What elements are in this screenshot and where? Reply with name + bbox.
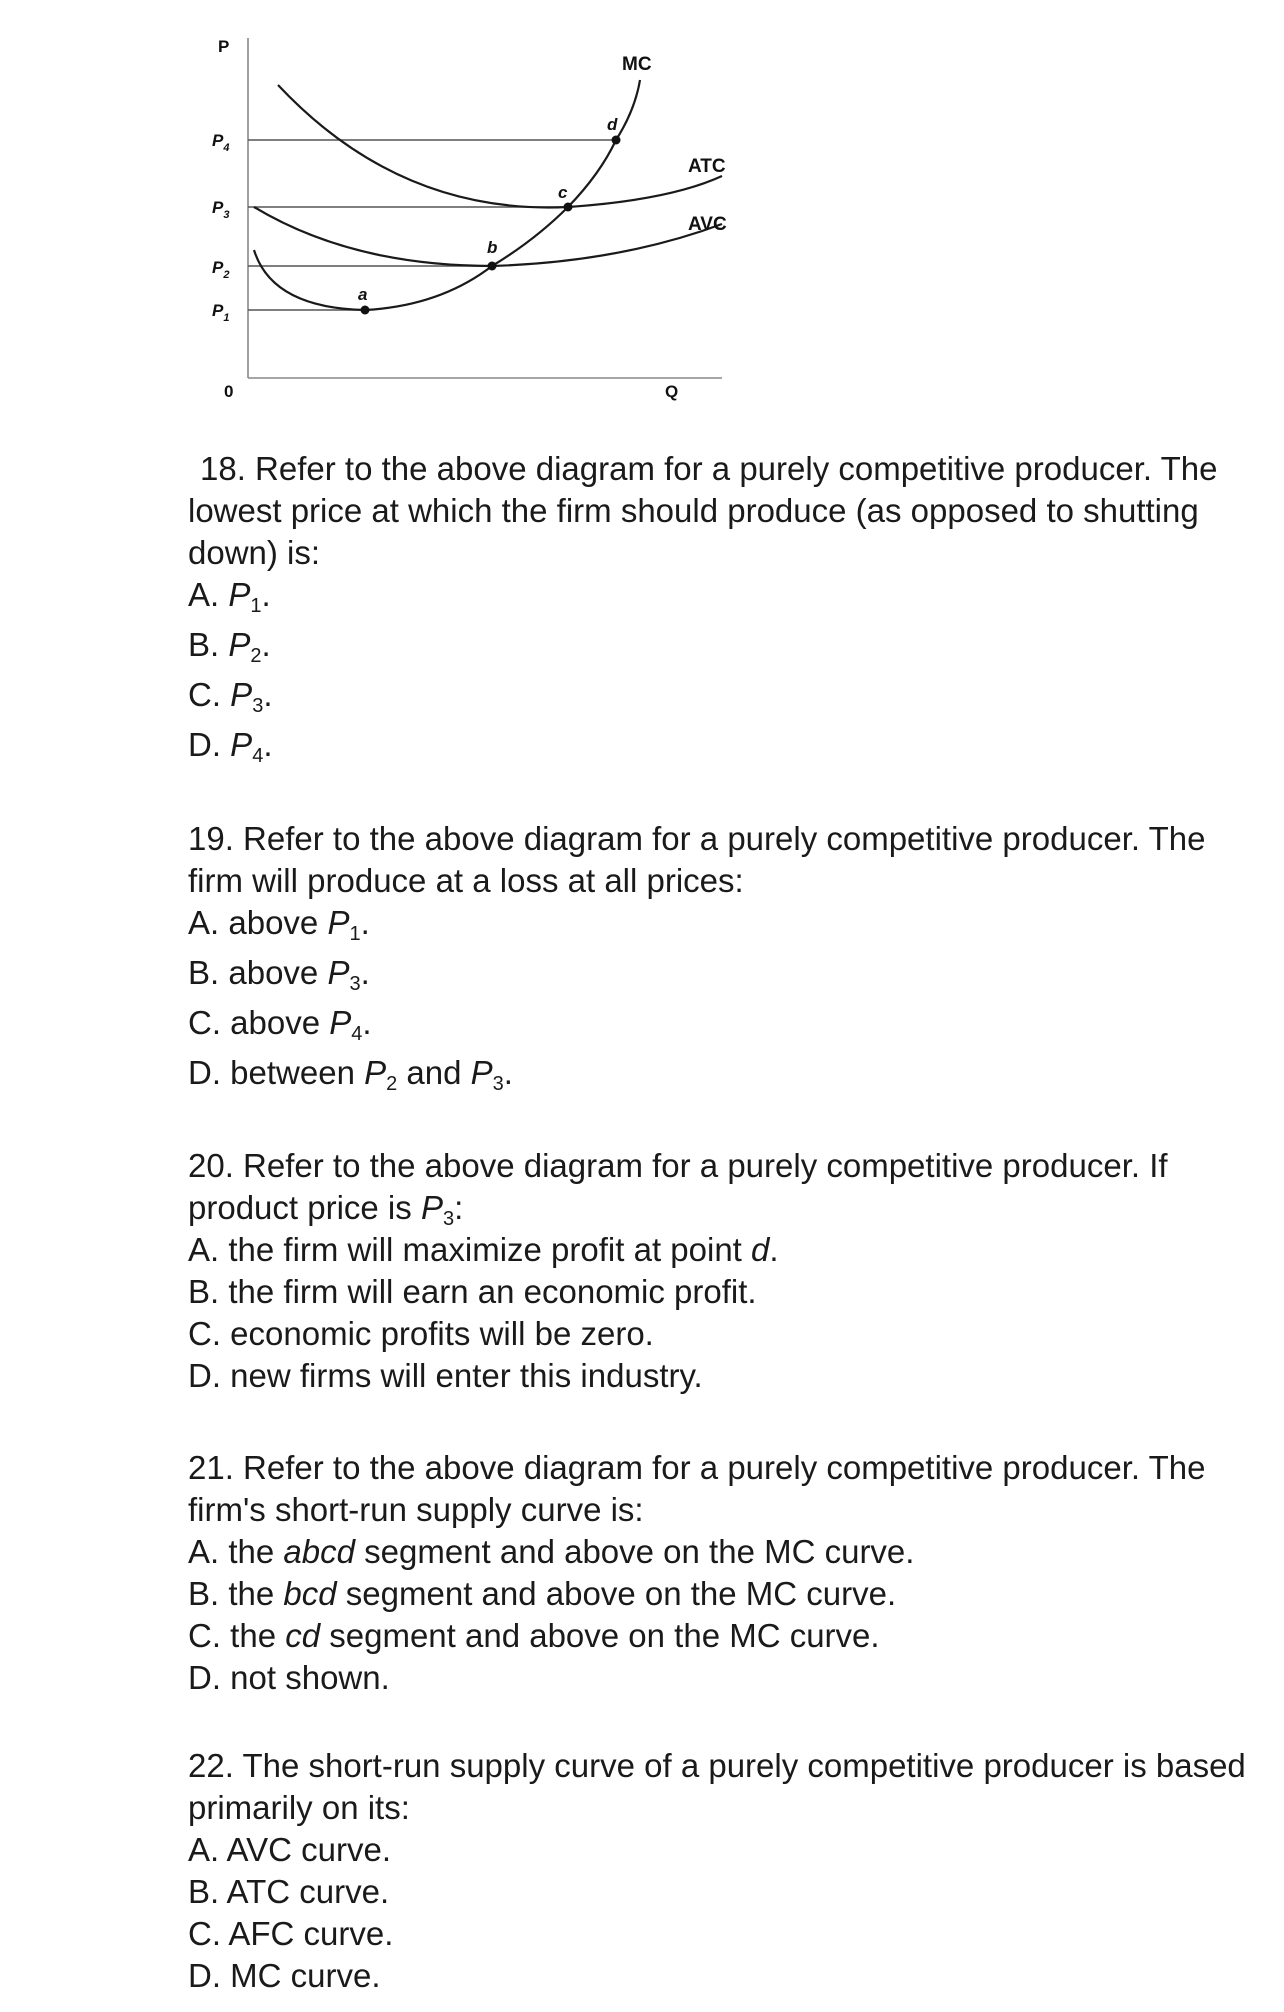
option-a[interactable]: A. AVC curve.	[188, 1831, 391, 1868]
point-c-label: c	[558, 183, 568, 202]
question-stem: 22. The short-run supply curve of a purely competitive producer is based primarily on its:	[188, 1747, 1246, 1826]
question-18	[188, 448, 1248, 766]
p2-label: $P_2$	[212, 258, 230, 281]
option-d[interactable]: D. $P_4$.	[188, 726, 273, 767]
mc-curve	[254, 80, 640, 310]
option-b[interactable]: B. the firm will earn an economic profit.	[188, 1273, 757, 1310]
origin-label: 0	[224, 382, 234, 401]
point-b-label: b	[487, 238, 498, 257]
avc-curve	[254, 207, 722, 266]
option-c[interactable]: C. $P_3$.	[188, 676, 273, 717]
option-c[interactable]: C. economic profits will be zero.	[188, 1315, 654, 1352]
option-d[interactable]: D. not shown.	[188, 1659, 390, 1696]
point-a	[361, 306, 370, 315]
point-d	[612, 136, 621, 145]
option-d[interactable]: D. between $P_2$ and $P_3$.	[188, 1054, 513, 1095]
option-d[interactable]: D. MC curve.	[188, 1957, 381, 1994]
option-c[interactable]: C. the cd segment and above on the MC curve.	[188, 1617, 880, 1654]
option-a[interactable]: A. above $P_1$.	[188, 904, 370, 945]
point-c	[564, 203, 573, 212]
point-d-label: d	[607, 115, 618, 134]
y-axis-label: P	[218, 37, 230, 56]
atc-curve	[278, 85, 722, 207]
atc-label: ATC	[688, 156, 726, 177]
option-a[interactable]: A. the abcd segment and above on the MC curve.	[188, 1533, 915, 1570]
option-c[interactable]: C. AFC curve.	[188, 1915, 394, 1952]
option-c[interactable]: C. above $P_4$.	[188, 1004, 372, 1045]
p4-label: $P_4$	[212, 131, 230, 154]
option-b[interactable]: B. above $P_3$.	[188, 954, 370, 995]
option-a[interactable]: A. $P_1$.	[188, 576, 271, 617]
question-20	[188, 1145, 1248, 1397]
point-a-label: a	[358, 285, 368, 304]
mc-label: MC	[622, 54, 652, 75]
avc-label: AVC	[688, 214, 727, 235]
question-21	[188, 1447, 1248, 1699]
question-22	[188, 1745, 1248, 1997]
option-b[interactable]: B. $P_2$.	[188, 626, 271, 667]
cost-curves-diagram	[0, 0, 1284, 430]
question-19	[188, 818, 1248, 1094]
question-stem: 21. Refer to the above diagram for a purely competitive producer. The firm's short-run supply curve is:	[188, 1449, 1206, 1528]
option-b[interactable]: B. the bcd segment and above on the MC curve.	[188, 1575, 897, 1612]
p1-label: $P_1$	[212, 301, 230, 324]
p3-label: $P_3$	[212, 198, 230, 221]
point-b	[488, 262, 497, 271]
question-stem: 18. Refer to the above diagram for a purely competitive producer. The lowest price at which the firm should produce (as opposed to shutting down) is:	[188, 450, 1218, 571]
question-stem: 20. Refer to the above diagram for a purely competitive producer. If product price is $P_3$:	[188, 1147, 1168, 1230]
question-stem: 19. Refer to the above diagram for a purely competitive producer. The firm will produce at a loss at all prices:	[188, 820, 1206, 899]
option-a[interactable]: A. the firm will maximize profit at point d.	[188, 1231, 779, 1268]
option-d[interactable]: D. new firms will enter this industry.	[188, 1357, 703, 1394]
x-axis-label: Q	[665, 382, 679, 401]
option-b[interactable]: B. ATC curve.	[188, 1873, 390, 1910]
